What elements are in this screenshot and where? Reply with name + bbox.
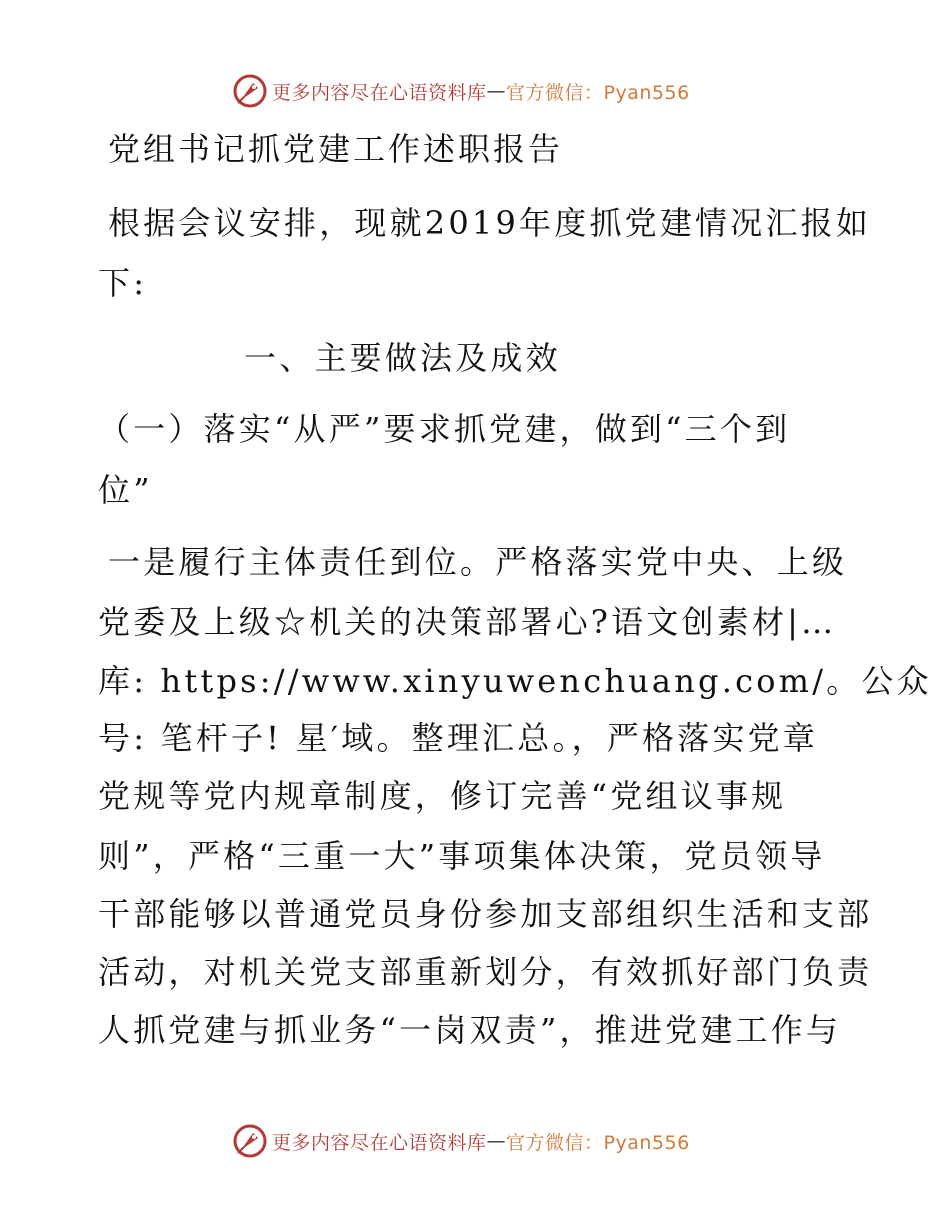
watermark-separator: —: [486, 80, 507, 102]
bottom-watermark-banner: [232, 1121, 690, 1161]
body-line-2: 党委及上级☆机关的决策部署心?语文创素材|…: [98, 603, 837, 641]
pen-nib-logo-icon: [232, 73, 268, 109]
subsection-line-2: 位”: [98, 471, 153, 509]
body-line-6: 则”，严格“三重一大”事项集体决策，党员领导: [98, 837, 826, 875]
watermark-wechat-text: 官方微信：Pyan556: [506, 1131, 690, 1154]
pen-nib-logo-icon: [232, 1123, 268, 1159]
body-line-1: 一是履行主体责任到位。严格落实党中央、上级: [108, 543, 848, 581]
top-watermark-banner: [232, 71, 690, 111]
subsection-line-1: （一）落实“从严”要求抓党建，做到“三个到: [98, 410, 791, 448]
watermark-wechat-text: 官方微信：Pyan556: [506, 81, 690, 104]
document-title: 党组书记抓党建工作述职报告: [108, 130, 564, 168]
body-line-3: 库: https://www.xinyuwenchuang.com/。公众: [98, 662, 932, 700]
body-line-7: 干部能够以普通党员身份参加支部组织生活和支部: [98, 895, 873, 933]
body-line-4: 号: 笔杆子! 星′域。整理汇总。，严格落实党章: [98, 719, 819, 757]
body-line-8: 活动，对机关党支部重新划分，有效抓好部门负责: [98, 953, 873, 991]
body-line-5: 党规等党内规章制度，修订完善“党组议事规: [98, 777, 787, 815]
body-line-9: 人抓党建与抓业务“一岗双责”，推进党建工作与: [98, 1011, 842, 1049]
watermark-separator: —: [486, 1130, 507, 1152]
intro-line-2: 下:: [98, 264, 148, 302]
watermark-site-text: 更多内容尽在心语资料库: [272, 1131, 487, 1154]
intro-line-1: 根据会议安排，现就2019年度抓党建情况汇报如: [108, 204, 872, 242]
watermark-site-text: 更多内容尽在心语资料库: [272, 81, 487, 104]
section-heading: 一、主要做法及成效: [244, 339, 561, 377]
